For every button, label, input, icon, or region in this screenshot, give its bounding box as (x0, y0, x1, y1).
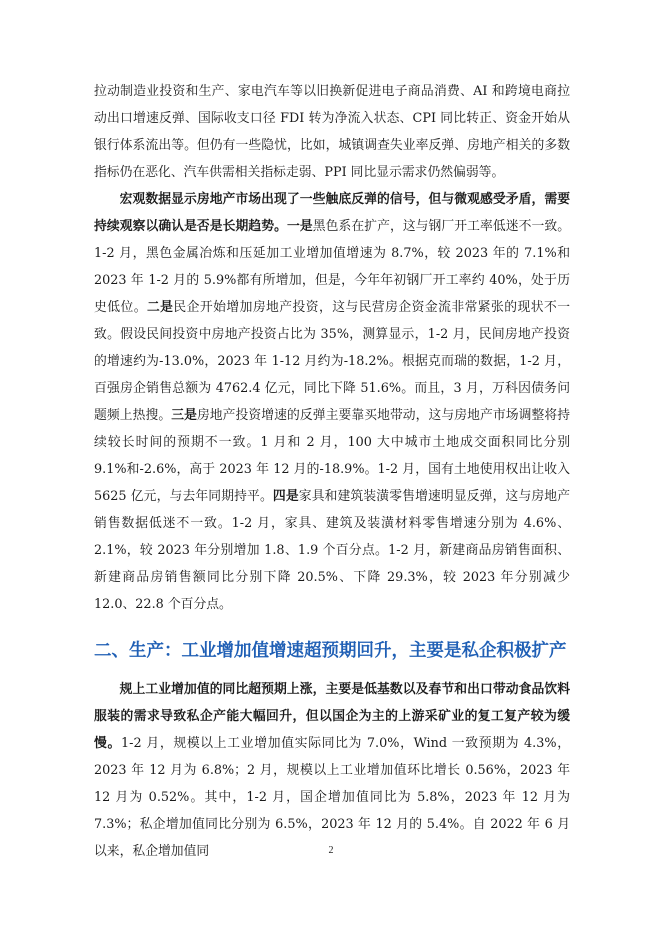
paragraph (94, 78, 570, 186)
body-text: 房地产投资增速的反弹主要靠买地带动，这与房地产市场调整将持续较长时间的预期不一致。1 月和 2 月，100 大中城市土地成交面积同比分别 9.1%和-2.6%，高于 2023 年 12 月的-18.9%。1-2 月，国有土地使用权出让收入 5625 亿元，与去年同期持平。 (94, 408, 571, 504)
page-number: 2 (328, 845, 334, 856)
paragraph-group-top (94, 78, 570, 618)
body-text: 家具和建筑装潢零售增速明显反弹，这与房地产销售数据低迷不一致。1-2 月，家具、建筑及装潢材料零售增速分别为 4.6%、2.1%，较 2023 年分别增加 1.8、1.9 个百分点。1-2 月，新建商品房销售面积、新建商品房销售额同比分别下降 20.5%、下降 29.3%，较 2023 年分别减少 12.0、22.8 个百分点。 (94, 489, 571, 612)
paragraph (94, 676, 570, 865)
page-body (94, 78, 570, 865)
bold-text: 四是 (272, 489, 299, 504)
body-text: 黑色系在扩产，这与钢厂开工率低迷不一致。1-2 月，黑色金属冶炼和压延加工业增加值增速为 8.7%，较 2023 年的 7.1%和 2023 年 1-2 月的 5.9%都有所增加，但是，今年年初钢厂开工率约 40%，处于历史低位。 (94, 219, 571, 315)
body-text: 民企开始增加房地产投资，这与民营房企资金流非常紧张的现状不一致。假设民间投资中房地产投资占比为 35%，测算显示，1-2 月，民间房地产投资的增速约为-13.0%，2023 年 1-12 月约为-18.2%。根据克而瑞的数据，1-2 月，百强房企销售总额为 4762.4 亿元，同比下降 51.6%。而且，3 月，万科因债务问题频上热搜。 (94, 300, 570, 423)
bold-text: 宏观数据显示房地产市场出现了一些触底反弹的信号，但与微观感受矛盾，需要持续观察以确认是否是长期趋势。 (94, 192, 570, 234)
paragraph (94, 186, 570, 618)
bold-text: 规上工业增加值的同比超预期上涨，主要是低基数以及春节和出口带动食品饮料服装的需求导致私企产能大幅回升，但以国企为主的上游采矿业的复工复产较为缓慢。 (94, 682, 570, 751)
bold-text: 一是 (287, 219, 313, 234)
section-heading: 二、生产：工业增加值增速超预期回升，主要是私企积极扩产 (94, 641, 567, 661)
body-text: 拉动制造业投资和生产、家电汽车等以旧换新促进电子商品消费、AI 和跨境电商拉动出口增速反弹、国际收支口径 FDI 转为净流入状态、CPI 同比转正、资金开始从银行体系流出等。但仍有一些隐忧，比如，城镇调查失业率反弹、房地产相关的多数指标仍在恶化、汽车供需相关指标走弱、PPI 同比显示需求仍然偏弱等。 (94, 84, 570, 180)
bold-text: 三是 (171, 408, 197, 423)
bold-text: 二是 (146, 300, 174, 315)
paragraph-group-bottom (94, 676, 570, 865)
body-text: 1-2 月，规模以上工业增加值实际同比为 7.0%，Wind 一致预期为 4.3%，2023 年 12 月为 6.8%；2 月，规模以上工业增加值环比增长 0.56%，2023 年 12 月为 0.52%。其中，1-2 月，国企增加值同比为 5.8%，2023 年 12 月为 7.3%；私企增加值同比分别为 6.5%，2023 年 12 月的 5.4%。自 2022 年 6 月以来，私企增加值同 (94, 736, 571, 859)
